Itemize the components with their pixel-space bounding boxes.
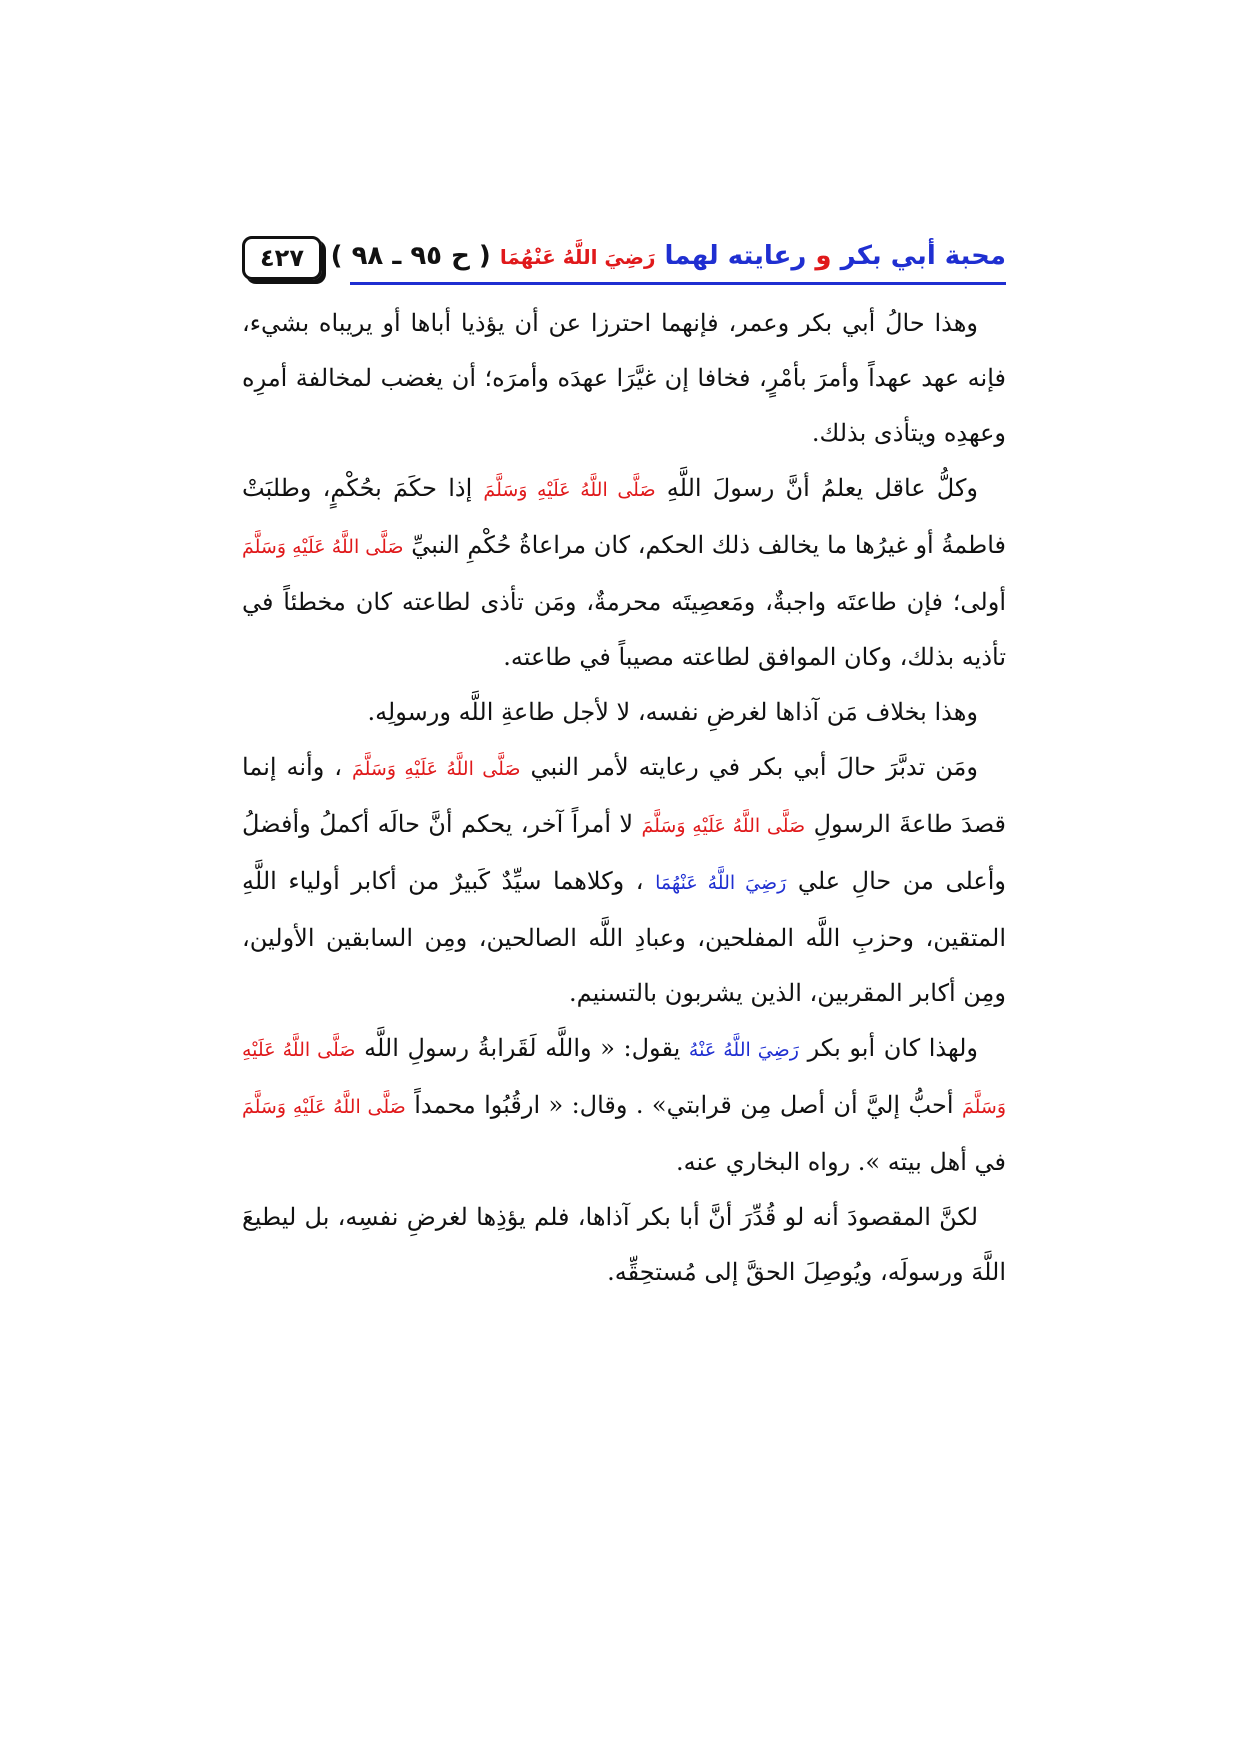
paragraph-4-text-a: ومَن تدبَّرَ حالَ أبي بكر في رعايته لأمر النبي: [530, 753, 978, 781]
page-header: [242, 236, 1006, 288]
paragraph-4-text-b: ، وأنه إنما قصدَ طاعةَ الرسولِ: [242, 753, 1006, 838]
title-honorific: رَضِيَ اللَّهُ عَنْهُمَا: [499, 245, 656, 269]
title-part-2: و: [815, 241, 832, 271]
page-number: ٤٢٧: [242, 236, 322, 280]
honorific-prophet: صَلَّى اللَّهُ عَلَيْهِ وَسَلَّمَ: [242, 1039, 1007, 1118]
paragraph-6: [242, 1190, 1006, 1300]
paragraph-2-text-b: إذا حكَمَ بحُكْمٍ، وطلبَتْ فاطمةُ أو غيرُها ما يخالف ذلك الحكم، كان مراعاةُ حُكْمِ النبيِّ: [242, 474, 1006, 559]
honorific-prophet: صَلَّى اللَّهُ عَلَيْهِ وَسَلَّمَ: [242, 1096, 406, 1118]
honorific-prophet: صَلَّى اللَّهُ عَلَيْهِ وَسَلَّمَ: [242, 536, 404, 558]
paragraph-5-text-d: في أهل بيته ». رواه البخاري عنه.: [676, 1148, 1006, 1176]
paragraph-4-text-c: لا أمراً آخر، يحكم أنَّ حالَه أكملُ وأفضلُ وأعلى من حالِ علي: [242, 810, 1006, 895]
paragraph-5-text-c: أحبُّ إليَّ أن أصل مِن قرابتي» . وقال: « ارقُبُوا محمداً: [414, 1091, 954, 1119]
honorific-prophet: صَلَّى اللَّهُ عَلَيْهِ وَسَلَّمَ: [352, 758, 521, 780]
header-rule: [350, 282, 1006, 285]
chapter-title: [331, 236, 1006, 277]
honorific-companion: رَضِيَ اللَّهُ عَنْهُ: [688, 1039, 799, 1061]
paragraph-4: [242, 740, 1006, 1021]
paragraph-5-text-b: يقول: « واللَّه لَقَرابةُ رسولِ اللَّه: [364, 1034, 681, 1062]
paragraph-3-text: وهذا بخلاف مَن آذاها لغرضِ نفسه، لا لأجل طاعةِ اللَّه ورسولِه.: [367, 698, 978, 726]
paragraph-2-text-c: أولى؛ فإن طاعتَه واجبةٌ، ومَعصِيتَه محرمةٌ، ومَن تأذى لطاعته كان مخطئاً في تأذيه بذلك، وكان الموافق لطاعته مصيباً في طاعته.: [242, 588, 1006, 671]
honorific-prophet: صَلَّى اللَّهُ عَلَيْهِ وَسَلَّمَ: [641, 815, 806, 837]
paragraph-1: [242, 296, 1006, 461]
title-part-1: محبة أبي بكر: [840, 241, 1006, 271]
paragraph-2-text-a: وكلُّ عاقل يعلمُ أنَّ رسولَ اللَّهِ: [666, 474, 978, 502]
paragraph-6-text: لكنَّ المقصودَ أنه لو قُدِّرَ أنَّ أبا بكر آذاها، فلم يؤذِها لغرضِ نفسِه، بل ليطيعَ اللَّهَ ورسولَه، ويُوصِلَ الحقَّ إلى مُستحِقِّه.: [242, 1203, 1006, 1286]
paragraph-2: [242, 461, 1006, 685]
honorific-companions-dual: رَضِيَ اللَّهُ عَنْهُمَا: [655, 872, 787, 894]
paragraph-4-text-d: ، وكلاهما سيِّدٌ كَبيرٌ من أكابر أولياء اللَّهِ المتقين، وحزبِ اللَّه المفلحين، وعبادِ اللَّه الصالحين، ومِن السابقين الأولين، ومِن أكابر المقربين، الذين يشربون بالتسنيم.: [242, 867, 1006, 1007]
title-hadith-ref: ( ح ٩٥ ـ ٩٨ ): [330, 241, 491, 271]
paragraph-3: [242, 685, 1006, 740]
main-text: [242, 296, 1006, 1300]
paragraph-1-text: وهذا حالُ أبي بكر وعمر، فإنهما احترزا عن أن يؤذيا أباها أو يريباه بشيء، فإنه عهد عهداً وأمرَ بأمْرٍ، فخافا إن غيَّرَا عهدَه وأمرَه؛ أن يغضب لمخالفة أمرِه وعهدِه ويتأذى بذلك.: [242, 309, 1006, 447]
paragraph-5-text-a: ولهذا كان أبو بكر: [807, 1034, 978, 1062]
paragraph-5: [242, 1021, 1006, 1190]
title-part-3: رعايته لهما: [664, 241, 807, 271]
honorific-prophet: صَلَّى اللَّهُ عَلَيْهِ وَسَلَّمَ: [483, 479, 656, 501]
